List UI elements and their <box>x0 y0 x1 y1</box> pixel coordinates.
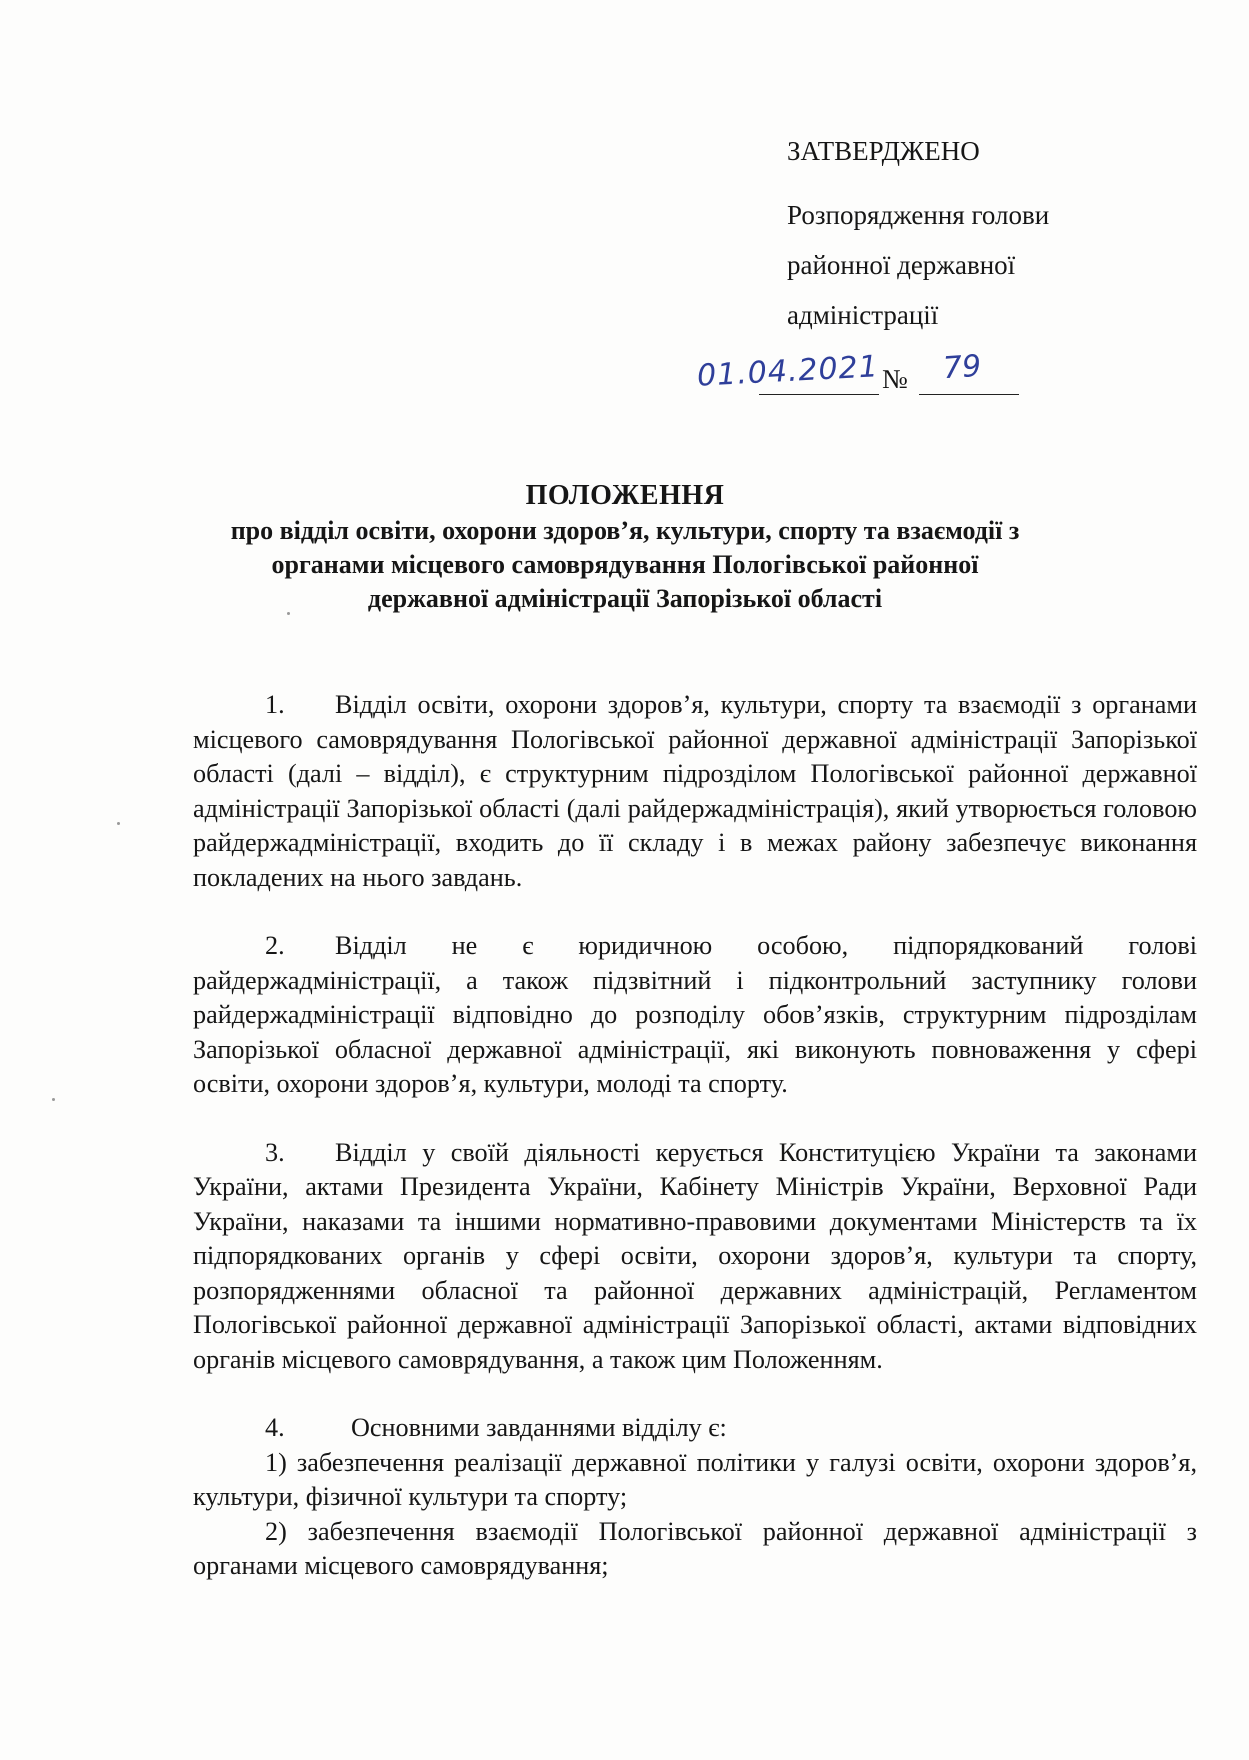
paragraph-2 <box>193 929 1197 1102</box>
paragraph-1 <box>193 688 1197 895</box>
list-item: 2) забезпечення взаємодії Пологівської районної державної адміністрації з органами місцевого самоврядування; <box>193 1516 1197 1580</box>
paragraph-number: 3. <box>265 1137 285 1167</box>
approval-line-3: адміністрації <box>787 300 939 330</box>
paragraph-number: 4. <box>265 1413 285 1442</box>
handwritten-date: 01.04.2021 <box>696 349 880 394</box>
approval-date-number-line <box>696 348 1097 400</box>
paragraph-text: Відділ не є юридичною особою, підпорядкований голові райдержадміністрації, а також підзвітний і підконтрольний заступнику голови райдержадміністрації відповідно до розподілу обов’язків, структурним підрозділам Запорізької обласної державної адміністрації, які виконують повноваження у сфері освіти, охорони здоров’я, культури, молоді та спорту. <box>193 931 1197 1098</box>
number-underline <box>919 394 1019 395</box>
document-subtitle-line-3: державної адміністрації Запорізької області <box>367 584 883 613</box>
document-body <box>193 688 1197 1584</box>
document-subtitle-line-1: про відділ освіти, охорони здоров’я, культури, спорту та взаємодії з <box>230 516 1020 545</box>
date-underline <box>759 394 879 395</box>
paragraph-number: 1. <box>265 690 285 719</box>
approval-line-1: Розпорядження голови <box>787 200 1050 230</box>
paragraph-text: Основними завданнями відділу є: <box>351 1413 727 1442</box>
approval-heading: ЗАТВЕРДЖЕНО <box>787 136 980 166</box>
paragraph-number: 2. <box>265 931 285 960</box>
document-title-block <box>120 478 1130 616</box>
paragraph-3 <box>193 1136 1197 1378</box>
scan-speck <box>117 822 120 825</box>
approval-line-2: районної державної <box>787 250 1016 280</box>
scan-speck <box>287 612 290 615</box>
document-title: ПОЛОЖЕННЯ <box>525 480 725 511</box>
paragraph-4-heading <box>193 1411 1197 1446</box>
document-subtitle-line-2: органами місцевого самоврядування Пологівської районної <box>271 550 979 579</box>
number-sign: № <box>882 364 908 394</box>
list-item: 1) забезпечення реалізації державної політики у галузі освіти, охорони здоров’я, культури, фізичної культури та спорту; <box>193 1447 1197 1511</box>
scan-speck <box>52 1098 55 1101</box>
paragraph-text: Відділ у своїй діяльності керується Конституцією України та законами України, актами Президента України, Кабінету Міністрів України, Верховної Ради України, наказами та іншими нормативно-правовими документами Міністерств та їх підпорядкованих органів у сфері освіти, охорони здоров’я, культури та спорту, розпорядженнями обласної та районної державних адміністрацій, Регламентом Пологівської районної державної адміністрації Запорізької області, актами відповідних органів місцевого самоврядування, а також цим Положенням. <box>193 1137 1197 1374</box>
handwritten-number: 79 <box>941 348 983 387</box>
paragraph-text: Відділ освіти, охорони здоров’я, культури, спорту та взаємодії з органами місцевого самоврядування Пологівської районної державної адміністрації Запорізької області (далі – відділ), є структурним підрозділом Пологівської районної державної адміністрації Запорізької області (далі райдержадміністрація), який утворюється головою райдержадміністрації, входить до її складу і в межах району забезпечує виконання покладених на нього завдань. <box>193 690 1197 892</box>
